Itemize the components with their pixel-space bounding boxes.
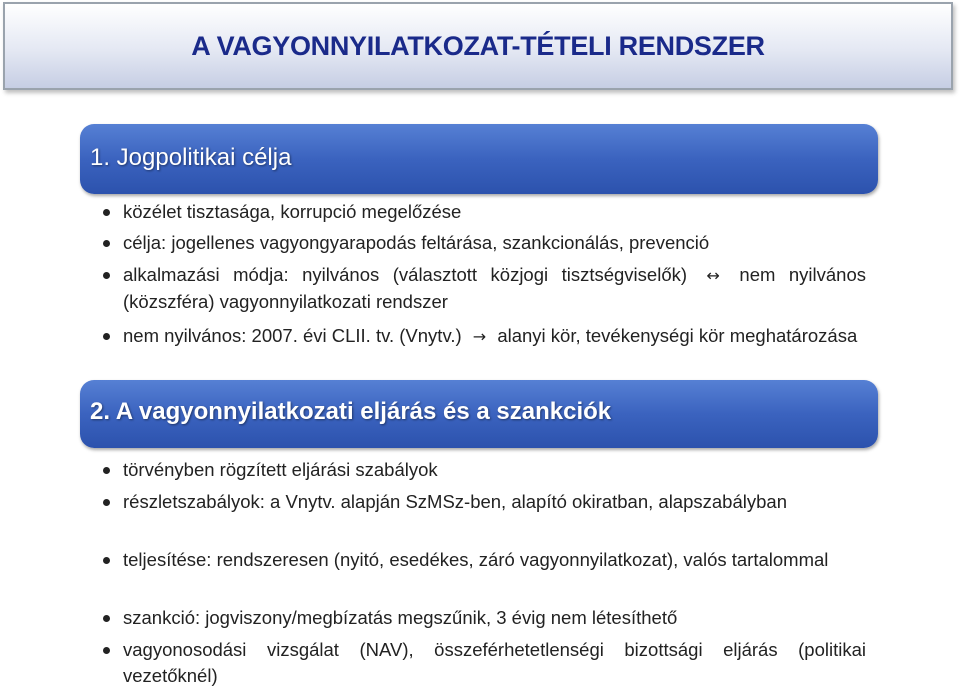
- bullet-text: részletszabályok: a Vnytv. alapján SzMSz-ben, alapító okiratban, alapszabályban: [123, 491, 787, 512]
- bullet-text: szankció: jogviszony/megbízatás megszűnik, 3 évig nem létesíthető: [123, 607, 678, 628]
- list-item: [123, 230, 866, 256]
- list-item: [123, 457, 866, 483]
- list-item: [123, 262, 866, 315]
- bullet-icon: [103, 615, 110, 622]
- bullet-text: nem nyilvános: 2007. évi CLII. tv. (Vnytv.): [123, 325, 462, 346]
- bullet-text: törvényben rögzített eljárási szabályok: [123, 459, 438, 480]
- bullet-text: célja: jogellenes vagyongyarapodás feltárása, szankcionálás, prevenció: [123, 232, 710, 253]
- bullet-text: közélet tisztasága, korrupció megelőzése: [123, 201, 462, 222]
- bullet-icon: [103, 647, 110, 654]
- bullet-icon: [103, 557, 110, 564]
- bullet-icon: [103, 272, 110, 279]
- section-header-eljaras-es-szankciok: [80, 380, 878, 448]
- section-heading: 1. Jogpolitikai célja: [90, 144, 292, 171]
- list-item: [123, 547, 866, 573]
- bullet-text: teljesítése: rendszeresen (nyitó, esedékes, záró vagyonnyilatkozat), valós tartalommal: [123, 549, 829, 570]
- title-banner: [3, 2, 953, 90]
- bullet-icon: [103, 333, 110, 340]
- bullet-text: vagyonosodási vizsgálat (NAV), összeférhetetlenségi bizottsági eljárás (politikai vezetőknél): [123, 639, 866, 686]
- bidirectional-arrow-icon: ↔: [706, 266, 720, 285]
- bullet-text: alanyi kör, tevékenységi kör meghatározása: [497, 325, 858, 346]
- section-heading: 2. A vagyonnyilatkozati eljárás és a szankciók: [90, 398, 612, 425]
- slide-title: A VAGYONNYILATKOZAT-TÉTELI RENDSZER: [191, 31, 765, 61]
- list-item: [123, 489, 866, 515]
- bullet-icon: [103, 499, 110, 506]
- list-item: [123, 323, 866, 350]
- right-arrow-icon: →: [472, 327, 487, 346]
- list-item: [123, 637, 866, 689]
- list-item: [123, 605, 866, 631]
- bullet-icon: [103, 240, 110, 247]
- bullet-icon: [103, 209, 110, 216]
- bullet-text: nem nyilvános (közszféra) vagyonnyilatkozati rendszer: [123, 264, 866, 312]
- section-header-jogpolitikai-celja: [80, 124, 878, 194]
- list-item: [123, 199, 866, 225]
- bullet-text: alkalmazási módja: nyilvános (választott közjogi tisztségviselők): [123, 264, 688, 285]
- bullet-icon: [103, 467, 110, 474]
